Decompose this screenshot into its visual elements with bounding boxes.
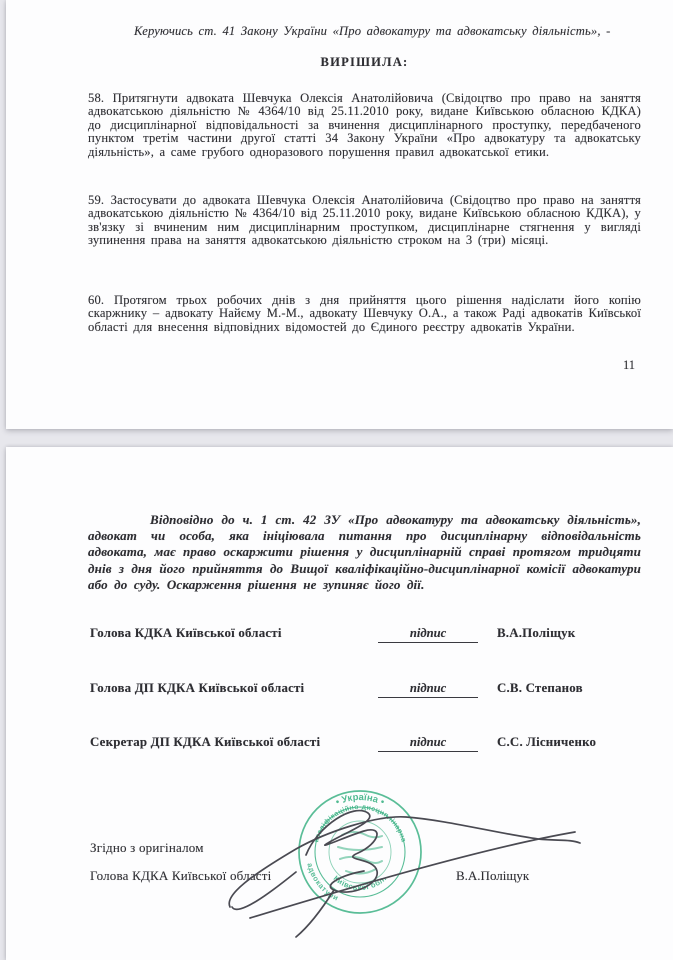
certifier-role: Голова КДКА Київської області — [90, 868, 272, 883]
paragraph-59: 59. Застосувати до адвоката Шевчука Олексія Анатолійовича (Свідоцтво про право на заняття адвокатською діяльністю № 4364/10 від 25.11.2010 року, видане Київською обласною КДКА), у зв'язку зі вчиненим ним дисциплінарним проступком, дисциплінарне стягнення у вигляді зупинення права на заняття адвокатською діяльністю строком на 3 (три) місяці. — [88, 192, 641, 248]
signatory-name: С.В. Степанов — [497, 681, 583, 695]
stamp-outer-left-text: адвокатури — [305, 861, 341, 903]
stamp-inner-top-text: кваліфікаційно-дисциплінарна — [313, 803, 407, 844]
role-label: Секретар ДП КДКА Київської області — [90, 735, 321, 749]
signatory-name: В.А.Поліщук — [497, 626, 576, 640]
role-label: Голова КДКА Київської області — [90, 626, 282, 640]
appeal-note: Відповідно до ч. 1 ст. 42 ЗУ «Про адвокатуру та адвокатську діяльність», адвокат чи особа, яка ініціювала питання про дисциплінарну відповідальність адвоката, має право оскаржити рішення у дисциплінарній справі протягом тридцяти днів з дня його прийняття до Вищої кваліфікаційно-дисциплінарної комісії адвокатури або до суду. Оскарження рішення не зупиняє його дії. — [88, 512, 641, 592]
signature-scribble — [229, 811, 580, 937]
certification-note: Згідно з оригіналом — [90, 840, 204, 855]
signatory-name: С.С. Лісниченко — [497, 735, 597, 749]
page-number: 11 — [622, 358, 635, 372]
official-stamp — [146, 777, 596, 952]
scanned-page-1 — [6, 0, 673, 429]
certifier-name: В.А.Поліщук — [456, 868, 530, 883]
signature-placeholder: підпис — [378, 626, 478, 643]
stamp-outer-top-text: • Україна • — [333, 791, 387, 808]
decision-heading: ВИРІШИЛА: — [320, 54, 409, 69]
signature-placeholder: підпис — [378, 681, 478, 698]
signature-placeholder: підпис — [378, 735, 478, 752]
paragraph-58: 58. Притягнути адвоката Шевчука Олексія Анатолійовича (Свідоцтво про право на заняття адвокатською діяльністю № 4364/10 від 25.11.2010 року, видане Київською обласною КДКА) до дисциплінарної відповідальності за вчинення дисциплінарного проступку, передбаченого пунктом третім частини другої статті 34 Закону України «Про адвокатуру та адвокатську діяльність», а саме грубого одноразового порушення правил адвокатської етики. — [88, 90, 641, 159]
stamp-svg — [146, 777, 596, 952]
stamp-inner-bottom-text: Київської обл. — [331, 873, 389, 893]
intro-line: Керуючись ст. 41 Закону України «Про адвокатуру та адвокатську діяльність», - — [134, 23, 611, 38]
role-label: Голова ДП КДКА Київської області — [90, 681, 305, 695]
paragraph-60: 60. Протягом трьох робочих днів з дня прийняття цього рішення надіслати його копію скаржнику – адвокату Найєму М.-М., адвокату Шевчуку О.А., а також Раді адвокатів Київської області для внесення відповідних відомостей до Єдиного реєстру адвокатів України. — [88, 292, 641, 334]
scanned-page-2 — [6, 447, 673, 960]
